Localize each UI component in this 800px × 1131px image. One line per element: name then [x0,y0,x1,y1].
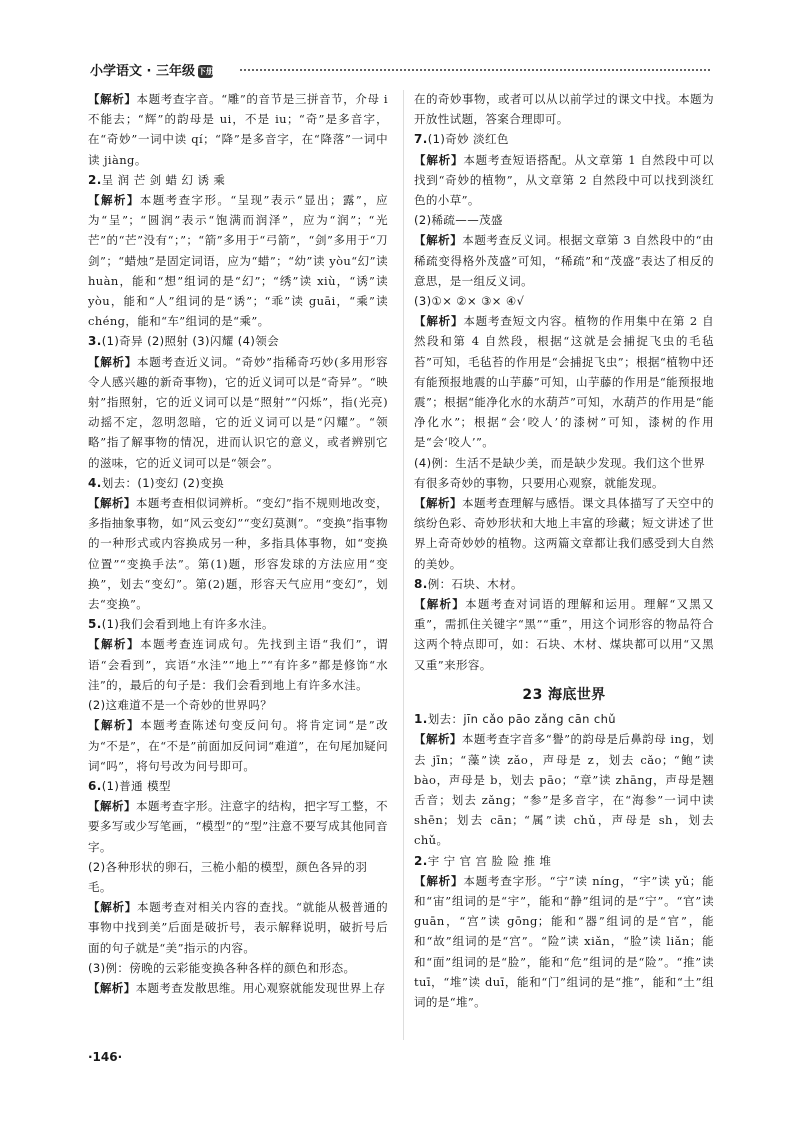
analysis-text: 本题考查陈述句变反问句。将肯定词“是”改为“不是”，在“不是”前面加反问词“难道”，在句尾加疑问词“吗”，将句号改为问号即可。 [88,718,388,773]
analysis-paragraph [88,190,388,331]
question-number: 2. [414,853,428,868]
analysis-paragraph [88,715,388,776]
sub-answer: (3)例：傍晚的云彩能变换各种各样的颜色和形态。 [88,960,356,975]
analysis-tag: 【解析】 [414,314,464,329]
analysis-text: 本题考查反义词。根据文章第 3 自然段中的“由稀疏变得格外茂盛”可知，“稀疏”和“茂盛”表达了相反的意思，是一组反义词。 [414,233,714,288]
analysis-tag: 【解析】 [88,637,141,652]
question-number: 6. [88,778,102,793]
answer-text: 宇 宁 官 宫 脸 险 推 堆 [427,853,552,868]
question-answer [414,129,714,149]
analysis-paragraph [88,796,388,857]
analysis-tag: 【解析】 [88,193,140,208]
analysis-paragraph [88,897,388,958]
analysis-paragraph [414,871,714,1012]
question-answer [88,331,388,351]
analysis-text: 本题考查字音。“雕”的音节是三拼音节，介母 i 不能去；“辉”的韵母是 ui，不是 iu；“奇”是多音字，在“奇妙”一词中读 qí；“降”是多音字，在“降落”一词中读 jiàng。 [88,92,388,167]
volume-badge: 下册 [198,67,214,76]
question-answer [88,776,388,796]
question-answer [414,851,714,871]
analysis-paragraph [88,978,388,998]
sub-answer: (3)①× ②× ③× ④√ [414,294,525,309]
answer-text: (1)普通 模型 [101,778,171,793]
page-number: ·146· [88,1050,123,1064]
analysis-tag: 【解析】 [88,718,141,733]
analysis-tag: 【解析】 [414,597,466,612]
analysis-tag: 【解析】 [88,92,137,106]
sub-answer: (4)例：生活不是缺少美，而是缺少发现。我们这个世界有很多奇妙的事物，只要用心观察，就能发现。 [414,455,706,490]
lesson-title: 23 海底世界 [522,686,606,703]
analysis-paragraph [414,150,714,211]
continued-paragraph: 在的奇妙事物，或者可以从以前学过的课文中找。本题为开放性试题，答案合理即可。 [414,92,714,127]
sub-answer: (2)这难道不是一个奇妙的世界吗？ [88,698,273,713]
header-dotted-rule [240,69,710,71]
header-title-text: 小学语文 · 三年级 [90,64,195,79]
analysis-paragraph [414,493,714,574]
answer-text: 例：石块、木材。 [427,576,523,591]
analysis-paragraph [414,729,714,850]
question-number: 2. [88,172,102,187]
analysis-text: 本题考查连词成句。先找到主语“我们”，谓语“会看到”，宾语“水洼”“地上”“有许多”都是修饰“水洼”的，最后的句子是：我们会看到地上有许多水洼。 [88,637,388,692]
answer-text: 划去：jīn cǎo pāo zǎng cān chǔ [427,712,616,727]
analysis-text: 本题考查字形。“呈现”表示“显出；露”，应为“呈”；“圆润”表示“饱满而润泽”，应为“润”；“光芒”的“芒”没有“；”；“箭”多用于“弓箭”，“剑”多用于“刀剑”；“蜡烛”是固定词语，应为“蜡”；“幼”读 yòu“幻”读 huàn，能和“想”组词的是“幻”；“绣”读 xiù，“诱”读 yòu，能和“人”组词的是“诱”；“乖”读 guāi，“乘”读 chéng，能和“车”组词的是“乘”。 [88,193,388,329]
analysis-text: 本题考查对词语的理解和运用。理解“又黑又重”，需抓住关键字“黑”“重”，用这个词形容的物品符合这两个特点即可，如：石块、木材、煤块都可以用“又黑又重”来形容。 [414,597,714,672]
header-title [90,60,213,79]
analysis-tag: 【解析】 [414,496,463,511]
analysis-text: 本题考查字音多“譽”的韵母是后鼻韵母 ing，划去 jīn；“藻”读 zǎo，声母是 z，划去 cǎo；“鲍”读 bào，声母是 b，划去 pāo；“章”读 zhāng，声母是翘舌音；划去 zǎng；“参”是多音字，在“海参”一词中读 shēn；划去 cān；“属”读 chǔ，声母是 sh，划去 chǔ。 [414,732,714,848]
question-number: 3. [88,334,102,349]
analysis-text: 本题考查对相关内容的查找。“就能从极普通的事物中找到美”后面是破折号，表示解释说明，破折号后面的句子就是“美”指示的内容。 [88,900,388,955]
analysis-paragraph [414,230,714,291]
sub-answer: (2)稀疏——茂盛 [414,213,503,228]
analysis-text: 本题考查短语搭配。从文章第 1 自然段中可以找到“奇妙的植物”，从文章第 2 自然段中可以找到淡红色的小草”。 [414,152,714,208]
analysis-text: 本题考查相似词辨析。“变幻”指不规则地改变，多指抽象事物，如“风云变幻”“变幻莫测”。“变换”指事物的一种形式或内容换成另一种，多指具体事物，如“变换位置”“变换手法”。第(1)题，形容发球的方法应用“变换”，划去“变幻”。第(2)题，形容天气应用“变幻”，划去“变换”。 [88,496,388,612]
right-column [414,89,714,1012]
answer-text: (1)奇异 (2)照射 (3)闪耀 (4)领会 [101,334,280,349]
question-answer [88,614,388,634]
question-number: 1. [414,712,428,727]
question-number: 8. [414,576,428,591]
analysis-text: 本题考查字形。注意字的结构，把字写工整，不要多写或少写笔画，“模型”的“型”注意不要写成其他同音字。 [88,799,388,854]
question-number: 5. [88,617,102,632]
analysis-tag: 【解析】 [88,799,137,814]
question-answer [88,170,388,190]
analysis-tag: 【解析】 [88,900,137,915]
analysis-paragraph [414,311,714,452]
answer-text: (1)我们会看到地上有许多水洼。 [101,617,274,632]
answer-text: 划去：(1)变幻 (2)变换 [101,475,225,490]
analysis-tag: 【解析】 [414,873,464,888]
question-answer [414,709,714,729]
left-column [88,89,388,998]
analysis-tag: 【解析】 [88,354,138,369]
question-answer [88,473,388,493]
question-number: 4. [88,475,102,490]
analysis-tag: 【解析】 [414,152,464,167]
question-number: 7. [414,132,428,147]
question-answer [414,574,714,594]
analysis-text: 本题考查近义词。“奇妙”指稀奇巧妙(多用形容令人感兴趣的新奇事物)，它的近义词可以是“奇异”。“映射”指照射，它的近义词可以是“照射”“闪烁”，指(光亮)动摇不定，忽明忽暗，它的近义词可以是“闪耀”。“领略”指了解事物的情况，进而认识它的意义，或者辨别它的滋味，它的近义词可以是“领会”。 [88,354,388,470]
analysis-text: 本题考查短文内容。植物的作用集中在第 2 自然段和第 4 自然段，根据“这就是会捕捉飞虫的毛毡苔”可知，毛毡苔的作用是“会捕捉飞虫”；根据“植物中还有能预报地震的山芋藤”可知，山芋藤的作用是“能预报地震”；根据“能净化水的水葫芦”可知，水葫芦的作用是“能净化水”；根据“会‘咬人’的漆树”可知，漆树的作用是“会‘咬人’”。 [414,314,714,450]
analysis-paragraph [88,89,388,170]
analysis-text: 本题考查字形。“宁”读 níng，“宇”读 yǔ；能和“宙”组词的是“宇”，能和“静”组词的是“宁”。“官”读 guān，“宫”读 gōng；能和“器”组词的是“官”，能和“故”组词的是“宫”。“险”读 xiǎn，“脸”读 liǎn；能和“面”组词的是“脸”，能和“危”组词的是“险”。“推”读 tuī，“堆”读 duī，能和“门”组词的是“推”，能和“土”组词的是“堆”。 [414,873,714,1009]
analysis-paragraph [88,634,388,695]
page-header [90,60,710,80]
answer-text: (1)奇妙 淡红色 [427,132,509,147]
answer-text: 呈 润 芒 剑 蜡 幻 诱 乘 [101,172,226,187]
analysis-tag: 【解析】 [88,496,136,511]
analysis-paragraph [88,352,388,473]
analysis-text: 本题考查发散思维。用心观察就能发现世界上存 [135,980,386,995]
sub-answer: (2)各种形状的卵石，三桅小船的模型，颜色各异的羽毛。 [88,859,368,894]
analysis-tag: 【解析】 [88,980,136,995]
column-divider [403,90,404,1040]
analysis-tag: 【解析】 [414,732,462,747]
analysis-paragraph [414,594,714,675]
analysis-tag: 【解析】 [414,233,463,248]
analysis-paragraph [88,493,388,614]
analysis-text: 本题考查理解与感悟。课文具体描写了天空中的缤纷色彩、奇妙形状和大地上丰富的珍藏；短文讲述了世界上奇奇妙妙的植物。这两篇文章都让我们感受到大自然的美妙。 [414,496,714,571]
